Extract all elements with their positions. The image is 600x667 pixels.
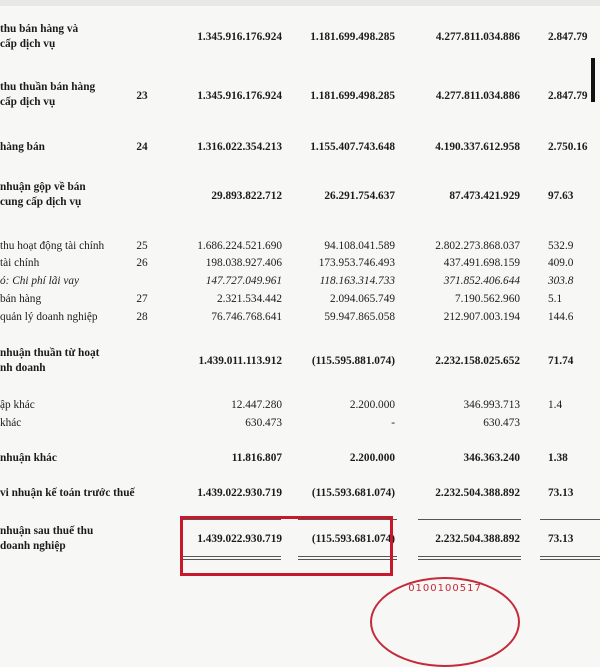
row-label: thu bán hàng và cấp dịch vụ [0,23,79,50]
row-code: 26 [136,257,148,269]
row-label: nhuận gộp về bán cung cấp dịch vụ [0,181,86,208]
column-rule [418,519,521,520]
value-col-4: 409.0 [548,257,574,269]
value-col-2: (115.593.681.074) [311,487,395,499]
row-label: hàng bán [0,141,45,153]
value-col-4: 2.847.79 [548,90,588,102]
row-code: 28 [136,311,148,323]
value-col-1: 1.439.011.113.912 [198,355,282,367]
column-rule [418,556,521,557]
row-label: thu thuần bán hàng cấp dịch vụ [0,81,96,108]
row-label: ập khác [0,399,35,411]
column-rule [540,519,600,520]
value-col-3: 4.190.337.612.958 [435,141,520,153]
row-code: 24 [136,141,148,153]
value-col-2: 2.200.000 [349,452,395,464]
value-col-3: 212.907.003.194 [443,311,520,323]
company-stamp [370,577,520,667]
value-col-4: 2.847.79 [548,31,588,43]
value-col-3: 87.473.421.929 [449,190,520,202]
value-col-4: 1.38 [548,452,568,464]
value-col-2: (115.595.881.074) [311,355,395,367]
value-col-4: 2.750.16 [548,141,588,153]
row-label: ó: Chi phí lãi vay [0,275,80,287]
value-col-3: 4.277.811.034.886 [435,31,520,43]
value-col-2: 1.155.407.743.648 [310,141,395,153]
value-col-3: 346.363.240 [463,452,520,464]
row-label: vi nhuận kế toán trước thuế [0,487,135,499]
value-col-2: 173.953.746.493 [318,257,395,269]
value-col-2: 1.181.699.498.285 [310,31,395,43]
value-col-3: 2.802.273.868.037 [435,240,520,252]
row-label: khác [0,417,22,429]
row-label: thu hoạt động tài chính [0,240,105,252]
value-col-1: 1.345.916.176.924 [197,90,282,102]
value-col-1: 1.686.224.521.690 [197,240,282,252]
value-col-1: 76.746.768.641 [211,311,282,323]
row-label: nhuận sau thuế thu doanh nghiệp [0,525,94,552]
value-col-1: 11.816.807 [231,452,282,464]
value-col-2: (115.593.681.074) [311,533,395,545]
value-col-1: 147.727.049.961 [205,275,282,287]
value-col-1: 1.345.916.176.924 [197,31,282,43]
value-col-2: 118.163.314.733 [319,275,395,287]
value-col-4: 532.9 [548,240,574,252]
row-code: 23 [136,90,148,102]
value-col-2: 94.108.041.589 [324,240,395,252]
page-top-edge [0,0,600,6]
column-rule [418,559,521,560]
row-code: 27 [136,293,148,305]
value-col-3: 2.232.504.388.892 [435,533,520,545]
value-col-1: 1.316.022.354.213 [197,141,282,153]
value-col-3: 4.277.811.034.886 [435,90,520,102]
value-col-4: 71.74 [548,355,574,367]
row-label: tài chính [0,257,40,269]
value-col-2: 1.181.699.498.285 [310,90,395,102]
value-col-3: 346.993.713 [463,399,520,411]
column-rule [540,559,600,560]
value-col-1: 29.893.822.712 [211,190,282,202]
value-col-2: 2.094.065.749 [330,293,395,305]
value-col-3: 7.190.562.960 [455,293,520,305]
row-label: bán hàng [0,293,42,305]
value-col-4: 73.13 [548,533,574,545]
stamp-text: 0100100517 [408,583,482,594]
row-code: 25 [136,240,148,252]
row-label: quản lý doanh nghiệp [0,311,98,323]
value-col-4: 144.6 [548,311,574,323]
value-col-1: 630.473 [245,417,282,429]
value-col-3: 2.232.158.025.652 [435,355,520,367]
row-label: nhuận thuần từ hoạt nh doanh [0,347,100,374]
value-col-3: 437.491.698.159 [443,257,520,269]
highlight-box [180,516,393,576]
column-rule [540,556,600,557]
value-col-1: 1.439.022.930.719 [197,533,282,545]
value-col-1: 1.439.022.930.719 [197,487,282,499]
value-col-4: 97.63 [548,190,574,202]
value-col-4: 73.13 [548,487,574,499]
value-col-3: 630.473 [483,417,520,429]
value-col-2: 2.200.000 [349,399,395,411]
value-col-4: 303.8 [548,275,574,287]
value-col-4: 1.4 [548,399,563,411]
value-col-2: 59.947.865.058 [324,311,395,323]
scrollbar[interactable] [591,58,595,102]
value-col-1: 2.321.534.442 [217,293,282,305]
value-col-1: 198.038.927.406 [205,257,282,269]
value-col-3: 371.852.406.644 [443,275,520,287]
value-col-1: 12.447.280 [231,399,282,411]
row-label: nhuận khác [0,452,57,464]
value-col-2: - [391,417,395,429]
value-col-3: 2.232.504.388.892 [435,487,520,499]
value-col-4: 5.1 [548,293,563,305]
value-col-2: 26.291.754.637 [324,190,395,202]
